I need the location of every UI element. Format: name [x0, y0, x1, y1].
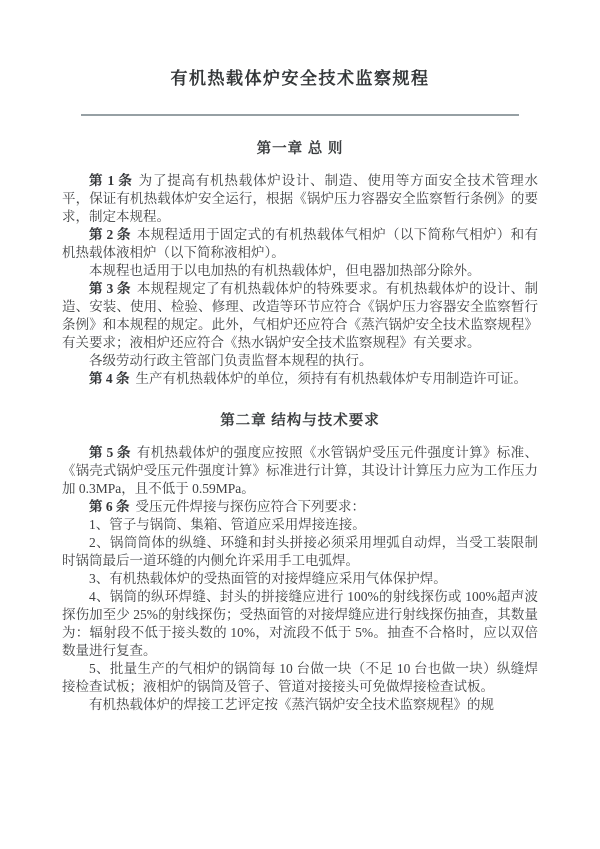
paragraph: [62, 352, 538, 370]
paragraph-text: 各级劳动行政主管部门负责监督本规程的执行。: [89, 353, 373, 368]
paragraph-text: 本规程也适用于以电加热的有机热载体炉，但电器加热部分除外。: [89, 263, 481, 278]
paragraph: [62, 370, 538, 388]
paragraph-text: 为了提高有机热载体炉设计、制造、使用等方面安全技术管理水平，保证有机热载体炉安全运行，根据《锅炉压力容器安全监察暂行条例》的要求，制定本规程。: [62, 173, 539, 224]
paragraph: [62, 444, 538, 498]
paragraph-text: 本规程规定了有机热载体炉的特殊要求。有机热载体炉的设计、制造、安装、使用、检验、修理、改造等环节应符合《锅炉压力容器安全监察暂行条例》和本规程的规定。此外，气相炉还应符合《蒸汽锅炉安全技术监察规程》有关要求；液相炉还应符合《热水锅炉安全技术监察规程》有关要求。: [62, 281, 538, 350]
article-number: 第 2 条: [89, 227, 131, 242]
chapter-1-heading: 第一章 总 则: [256, 141, 344, 157]
document-title: 有机热载体炉安全技术监察规程: [170, 69, 430, 88]
paragraph: [62, 570, 538, 588]
article-number: 第 1 条: [89, 173, 133, 188]
paragraph: [62, 226, 538, 262]
divider-line: [81, 114, 519, 116]
paragraph: [62, 262, 538, 280]
paragraph: [62, 534, 538, 570]
paragraph: [62, 660, 538, 696]
paragraph: [62, 696, 538, 714]
paragraph: [62, 280, 538, 352]
document-body: [62, 137, 538, 714]
article-number: 第 5 条: [89, 445, 131, 460]
paragraph-text: 生产有机热载体炉的单位，须持有有机热载体炉专用制造许可证。: [135, 371, 527, 386]
article-number: 第 4 条: [89, 371, 130, 386]
paragraph-text: 本规程适用于固定式的有机热载体气相炉（以下简称气相炉）和有机热载体液相炉（以下简称液相炉）。: [62, 227, 538, 260]
chapter-2-heading: 第二章 结构与技术要求: [220, 413, 380, 429]
paragraph-text: 有机热载体炉的焊接工艺评定按《蒸汽锅炉安全技术监察规程》的规: [89, 697, 494, 712]
paragraph: [62, 498, 538, 516]
paragraph: [62, 516, 538, 534]
paragraph-text: 1、管子与锅筒、集箱、管道应采用焊接连接。: [89, 517, 366, 532]
paragraph: [62, 172, 538, 226]
paragraph-text: 有机热载体炉的强度应按照《水管锅炉受压元件强度计算》标准、《锅壳式锅炉受压元件强度计算》标准进行计算，其设计计算压力应为工作压力加 0.3MPa，且不低于 0.59MPa。: [62, 445, 538, 496]
paragraph-text: 5、批量生产的气相炉的锅筒每 10 台做一块（不足 10 台也做一块）纵缝焊接检查试板；液相炉的锅筒及管子、管道对接接头可免做焊接检查试板。: [62, 661, 538, 694]
paragraph-text: 受压元件焊接与探伤应符合下列要求：: [135, 499, 365, 514]
paragraph-text: 3、有机热载体炉的受热面管的对接焊缝应采用气体保护焊。: [89, 571, 447, 586]
paragraph: [62, 588, 538, 660]
paragraph-text: 2、锅筒筒体的纵缝、环缝和封头拼接必须采用埋弧自动焊，当受工装限制时锅筒最后一道环缝的内侧允许采用手工电弧焊。: [62, 535, 538, 568]
paragraph-text: 4、锅筒的纵环焊缝、封头的拼接缝应进行 100%的射线探伤或 100%超声波探伤加至少 25%的射线探伤；受热面管的对接焊缝应进行射线探伤抽查，其数量为：辐射段不低于接头数的 10%，对流段不低于 5%。抽查不合格时，应以双倍数量进行复查。: [62, 589, 538, 658]
article-number: 第 6 条: [89, 499, 130, 514]
article-number: 第 3 条: [89, 281, 131, 296]
